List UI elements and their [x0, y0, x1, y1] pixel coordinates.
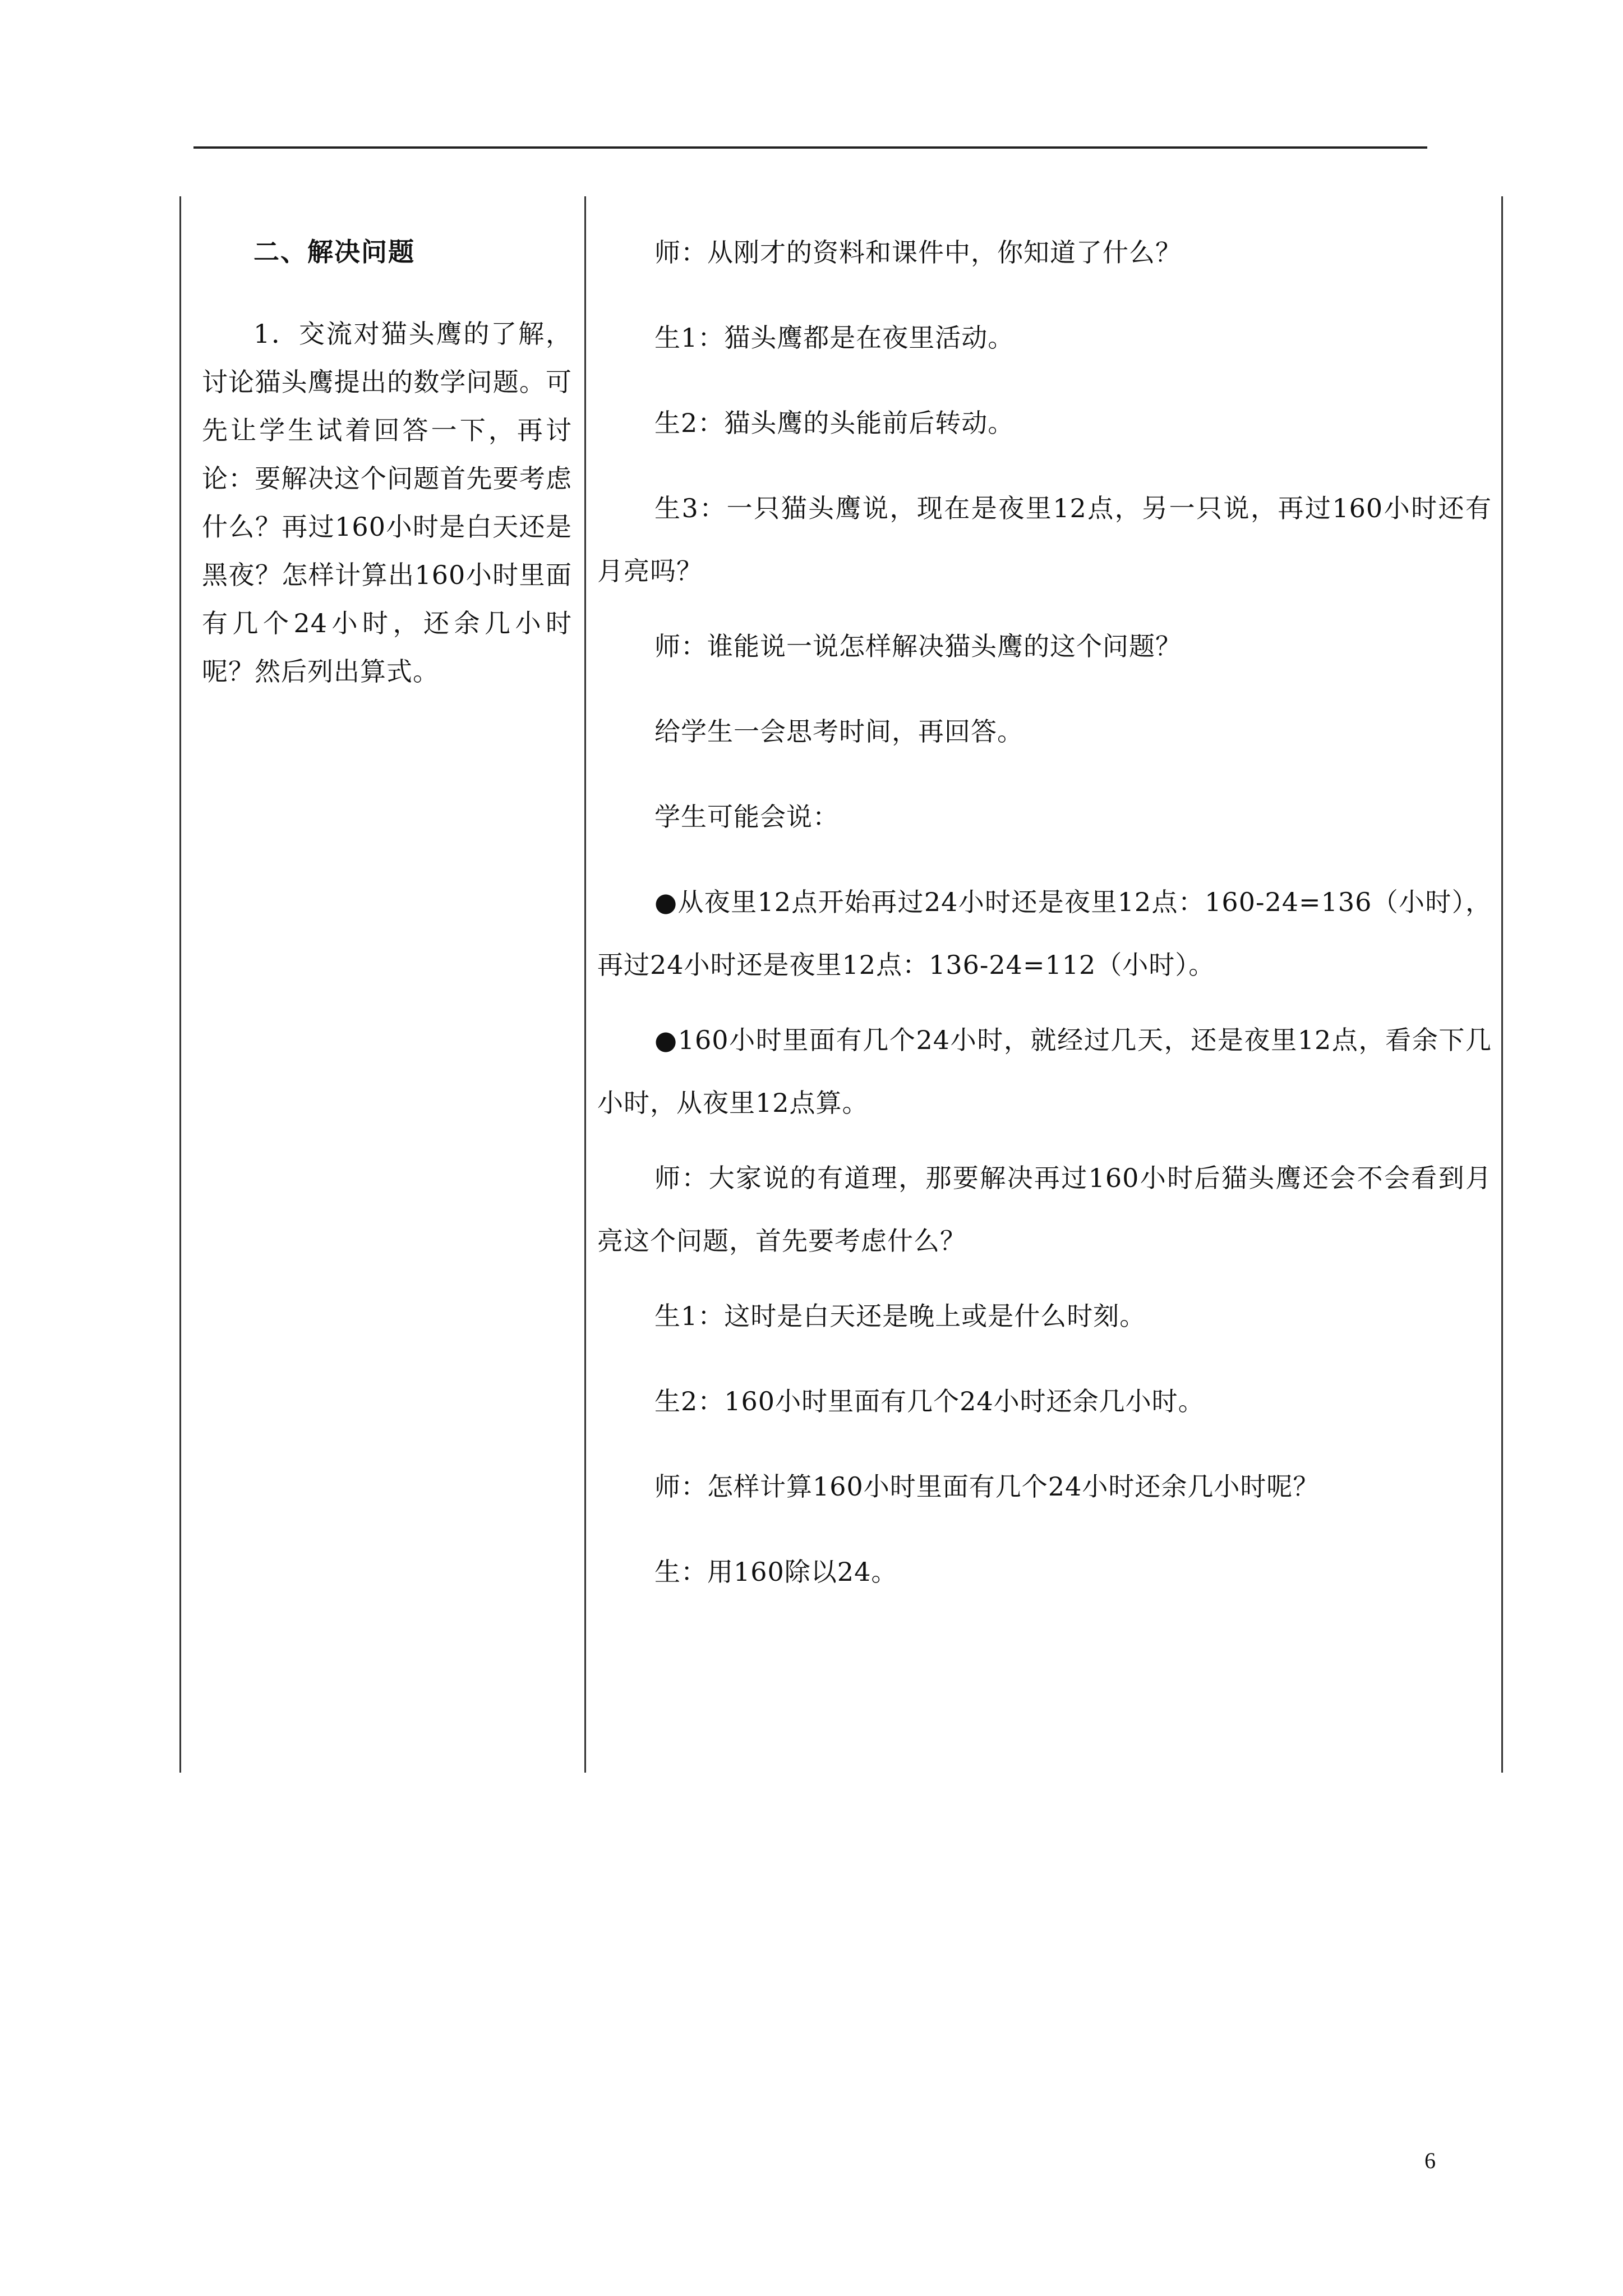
left-column — [202, 231, 572, 696]
page-number: 6 — [1424, 2148, 1436, 2173]
dialogue-line: 生1：这时是白天还是晚上或是什么时刻。 — [654, 1301, 1146, 1331]
dialogue-line: 生：用160除以24。 — [654, 1557, 898, 1587]
dialogue-line: 给学生一会思考时间，再回答。 — [654, 716, 1023, 747]
right-column — [597, 231, 1492, 1636]
section-instructions: 1．交流对猫头鹰的了解，讨论猫头鹰提出的数学问题。可先让学生试着回答一下，再讨论：要解决这个问题首先要考虑什么？再过160小时是白天还是黑夜？怎样计算出160小时里面有几个24小时，还余几小时呢？然后列出算式。 — [202, 319, 572, 687]
dialogue-line: 生2：猫头鹰的头能前后转动。 — [654, 408, 1015, 438]
dialogue-line: 生1：猫头鹰都是在夜里活动。 — [654, 323, 1015, 353]
table-border-middle — [584, 196, 586, 1773]
lesson-table — [179, 196, 1503, 1773]
table-border-right — [1501, 196, 1503, 1773]
header-rule — [193, 146, 1427, 149]
dialogue-line: 师：从刚才的资料和课件中，你知道了什么？ — [654, 237, 1182, 268]
dialogue-line: ●从夜里12点开始再过24小时还是夜里12点：160-24=136（小时），再过24小时还是夜里12点：136-24=112（小时）。 — [597, 887, 1492, 980]
dialogue-line: 生2：160小时里面有几个24小时还余几小时。 — [654, 1386, 1205, 1416]
dialogue-line: ●160小时里面有几个24小时，就经过几天，还是夜里12点，看余下几小时，从夜里12点算。 — [597, 1025, 1492, 1118]
dialogue-line: 师：怎样计算160小时里面有几个24小时还余几小时呢？ — [654, 1471, 1320, 1502]
dialogue-line: 生3：一只猫头鹰说，现在是夜里12点，另一只说，再过160小时还有月亮吗？ — [597, 493, 1492, 586]
dialogue-line: 师：谁能说一说怎样解决猫头鹰的这个问题？ — [654, 631, 1182, 661]
table-border-left — [179, 196, 181, 1773]
dialogue-line: 师：大家说的有道理，那要解决再过160小时后猫头鹰还会不会看到月亮这个问题，首先要考虑什么？ — [597, 1163, 1492, 1256]
dialogue-line: 学生可能会说： — [654, 802, 839, 832]
section-title: 二、解决问题 — [253, 237, 415, 267]
